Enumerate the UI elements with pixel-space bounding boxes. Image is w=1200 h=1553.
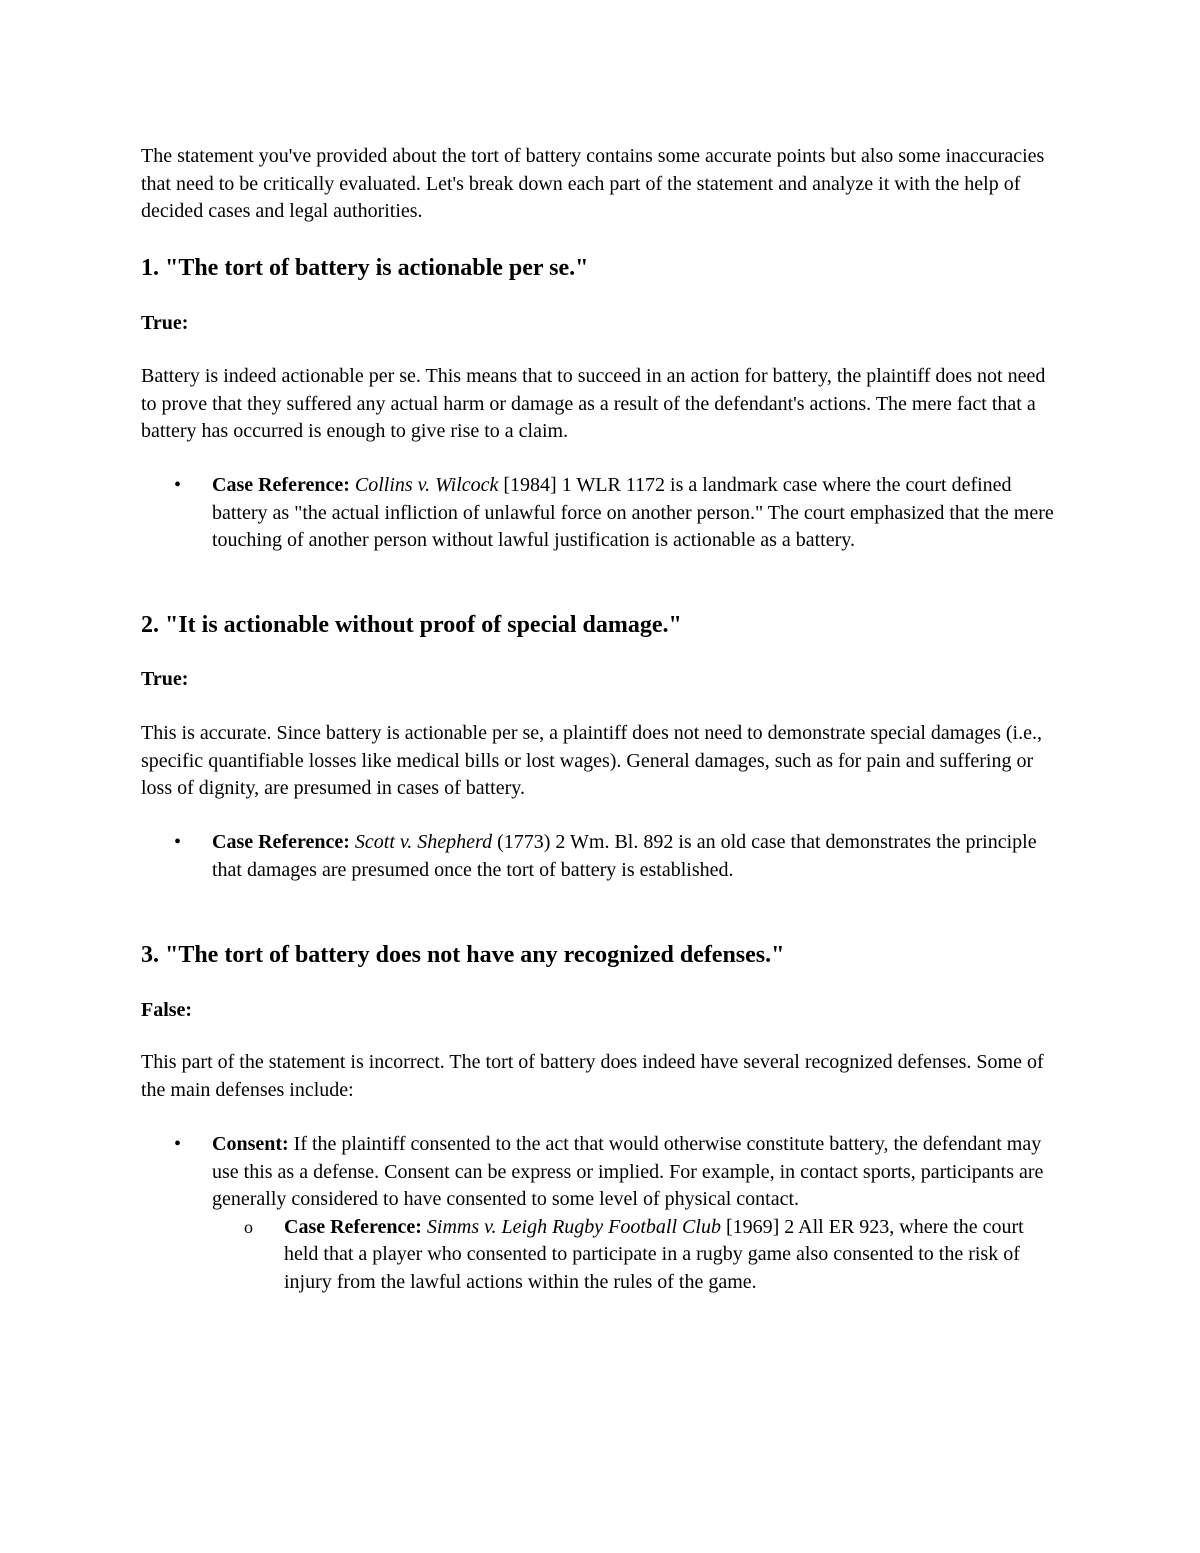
- section-3-bullet-block: [141, 1131, 1061, 1296]
- section-1-verdict-block: [141, 310, 1061, 337]
- circle-bullet-icon: o: [244, 1216, 253, 1237]
- case-name: Collins v. Wilcock: [354, 474, 499, 496]
- case-reference-label: Case Reference:: [212, 474, 350, 496]
- case-text: [1984] 1 WLR 1172 is a landmark case where the court defined battery as "the actual infliction of unlawful force on another person." The court emphasized that the mere touching of another person without lawful justification is actionable as a battery.: [212, 474, 1054, 551]
- defense-label: Consent:: [212, 1133, 289, 1155]
- intro-paragraph: [141, 143, 1061, 226]
- section-1-bullet-block: [141, 472, 1061, 555]
- case-name: Simms v. Leigh Rugby Football Club: [426, 1215, 721, 1238]
- section-2-heading: 2. "It is actionable without proof of special damage.": [141, 612, 682, 638]
- section-3-verdict: False:: [141, 999, 193, 1021]
- section-1-heading: 1. "The tort of battery is actionable per se.": [141, 255, 589, 281]
- bullet-icon: •: [174, 474, 182, 496]
- defense-text: If the plaintiff consented to the act that would otherwise constitute battery, the defendant may use this as a defense. Consent can be express or implied. For example, in contact sports, participants are generally considered to have consented to some level of physical contact.: [212, 1133, 1044, 1210]
- section-1-bullet-list: [141, 472, 1061, 555]
- case-reference-label: Case Reference:: [284, 1215, 422, 1238]
- list-item: [141, 1131, 1061, 1296]
- intro-text: The statement you've provided about the tort of battery contains some accurate points but also some inaccuracies that need to be critically evaluated. Let's break down each part of the statement and analyze it with the help of decided cases and legal authorities.: [141, 145, 1045, 222]
- section-1-heading-block: [141, 253, 1061, 283]
- bullet-icon: •: [174, 831, 182, 853]
- case-text: (1773) 2 Wm. Bl. 892 is an old case that demonstrates the principle that damages are presumed once the tort of battery is established.: [212, 831, 1037, 881]
- section-2-bullet-list: [141, 829, 1061, 884]
- bullet-icon: •: [174, 1133, 182, 1155]
- section-2-body: This is accurate. Since battery is actionable per se, a plaintiff does not need to demonstrate special damages (i.e., specific quantifiable losses like medical bills or lost wages). General damages, such as for pain and suffering or loss of dignity, are presumed in cases of battery.: [141, 722, 1042, 799]
- section-3-bullet-list: [141, 1131, 1061, 1296]
- section-3-verdict-block: [141, 997, 1061, 1024]
- case-text: [1969] 2 All ER 923, where the court held that a player who consented to participate in a rugby game also consented to the risk of injury from the lawful actions within the rules of the game.: [284, 1215, 1024, 1293]
- list-item: [141, 472, 1061, 555]
- case-name: Scott v. Shepherd: [354, 831, 493, 853]
- section-1-verdict: True:: [141, 312, 189, 334]
- section-2-verdict: True:: [141, 668, 189, 690]
- section-2-verdict-block: [141, 666, 1061, 693]
- section-3-body-block: [141, 1049, 1061, 1104]
- section-1-body: Battery is indeed actionable per se. This means that to succeed in an action for battery, the plaintiff does not need to prove that they suffered any actual harm or damage as a result of the defendant's actions. The mere fact that a battery has occurred is enough to give rise to a claim.: [141, 365, 1046, 442]
- sub-bullet-list: [212, 1214, 1061, 1297]
- list-item: [141, 829, 1061, 884]
- section-1-body-block: [141, 363, 1061, 446]
- case-reference-label: Case Reference:: [212, 831, 350, 853]
- section-2-body-block: [141, 720, 1061, 803]
- section-2-bullet-block: [141, 829, 1061, 884]
- section-3-heading-block: [141, 940, 1061, 970]
- section-2-heading-block: [141, 610, 1061, 640]
- list-item: [212, 1214, 1061, 1297]
- section-3-heading: 3. "The tort of battery does not have any recognized defenses.": [141, 942, 785, 968]
- section-3-body: This part of the statement is incorrect. The tort of battery does indeed have several recognized defenses. Some of the main defenses include:: [141, 1051, 1044, 1101]
